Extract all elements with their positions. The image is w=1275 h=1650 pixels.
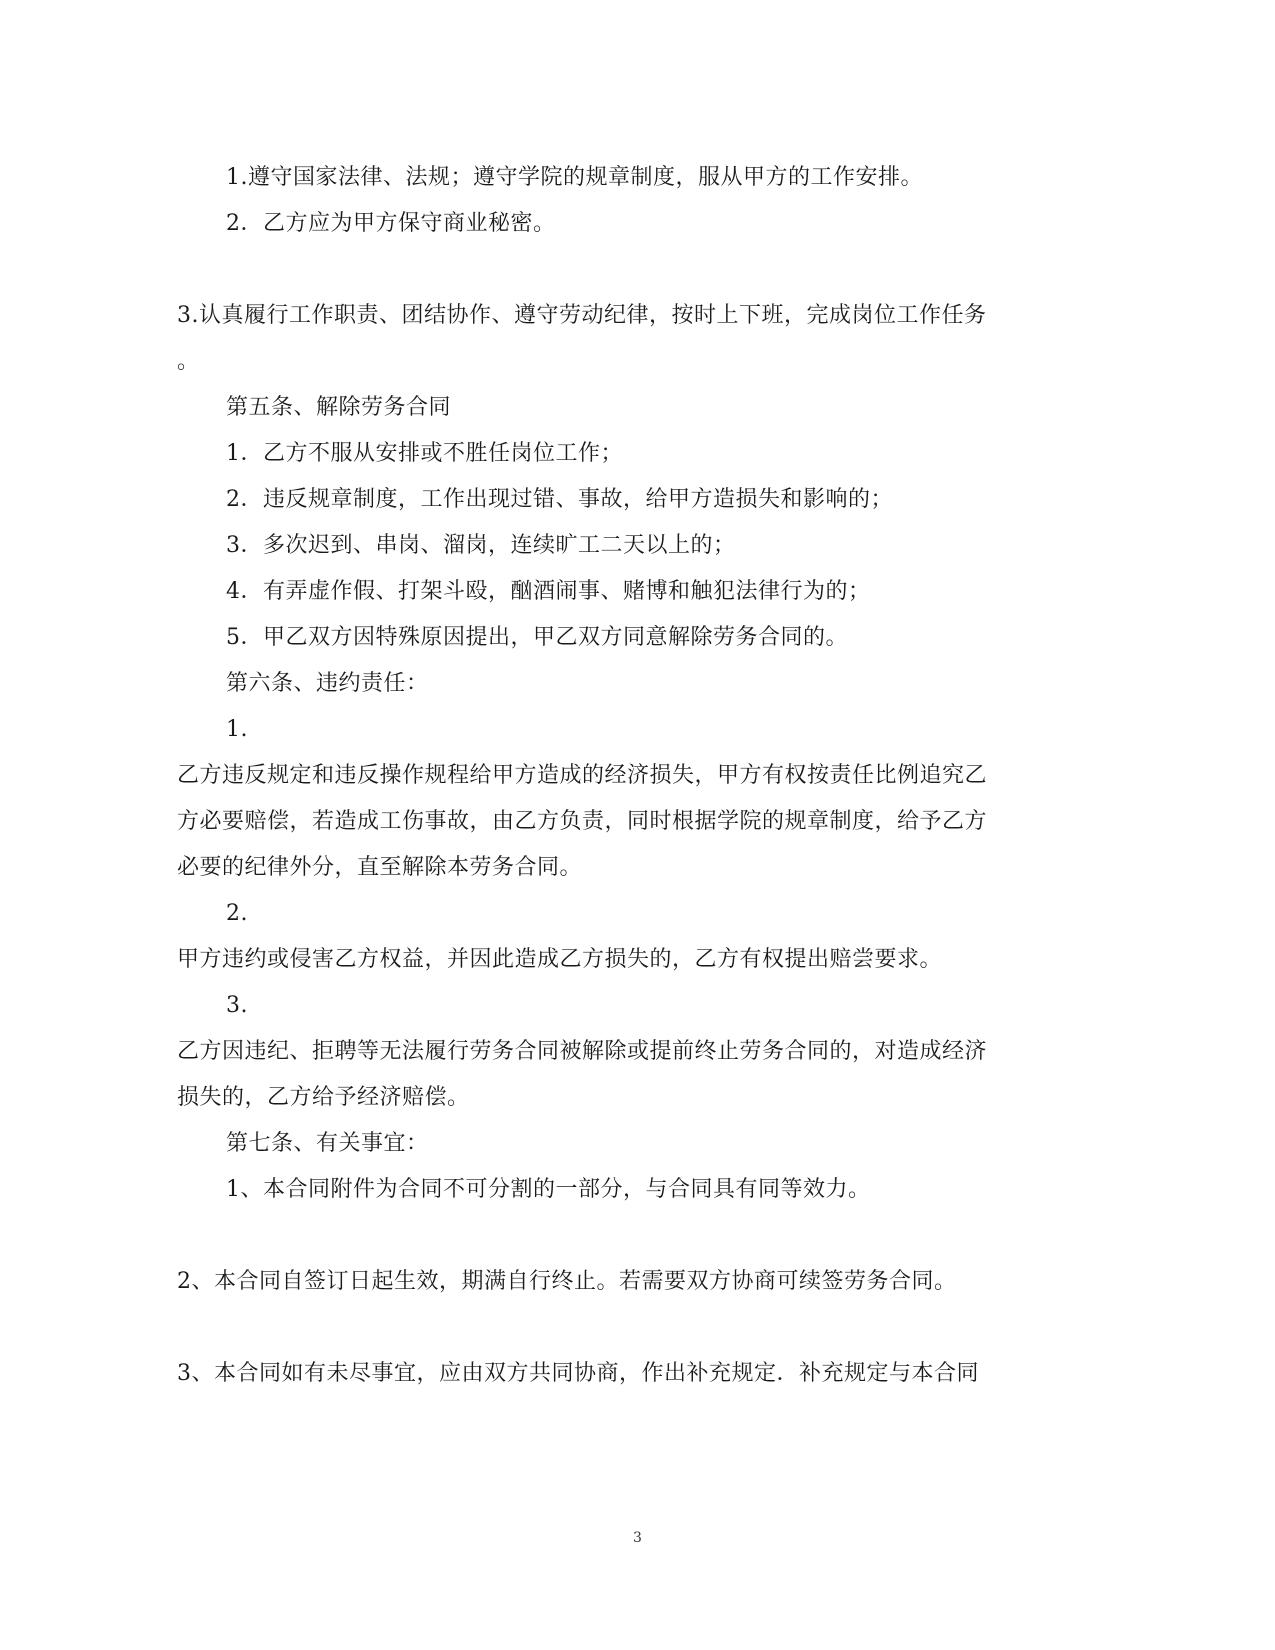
text-line: 甲方违约或侵害乙方权益，并因此造成乙方损失的，乙方有权提出赔尝要求。 xyxy=(177,947,943,972)
text-line: 5．甲乙双方因特殊原因提出，甲乙双方同意解除劳务合同的。 xyxy=(226,625,848,650)
section-heading: 第五条、解除劳务合同 xyxy=(226,395,452,420)
text-line: 必要的纪律外分，直至解除本劳务合同。 xyxy=(177,855,583,880)
text-line: 2．乙方应为甲方保守商业秘密。 xyxy=(226,211,556,236)
text-line: 1、本合同附件为合同不可分割的一部分，与合同具有同等效力。 xyxy=(226,1177,871,1202)
text-line: 2、本合同自签订日起生效，期满自行终止。若需要双方协商可续签劳务合同。 xyxy=(177,1269,957,1294)
page-number: 3 xyxy=(633,1530,642,1546)
text-line: 3、本合同如有未尽事宜，应由双方共同协商，作出补充规定．补充规定与本合同 xyxy=(177,1361,979,1386)
text-line: 乙方违反规定和违反操作规程给甲方造成的经济损失，甲方有权按责任比例追究乙 xyxy=(177,763,988,788)
text-line: 2. xyxy=(226,901,248,926)
text-line: 2．违反规章制度，工作出现过错、事故，给甲方造损失和影响的； xyxy=(226,487,893,512)
text-line: 4．有弄虚作假、打架斗殴，酗酒闹事、赌博和触犯法律行为的； xyxy=(226,579,871,604)
text-line: 方必要赔偿，若造成工伤事故，由乙方负责，同时根据学院的规章制度，给予乙方 xyxy=(177,809,988,834)
text-line: 1.遵守国家法律、法规；遵守学院的规章制度，服从甲方的工作安排。 xyxy=(226,165,923,190)
text-line: 3. xyxy=(226,993,248,1018)
section-heading: 第六条、违约责任： xyxy=(226,671,429,696)
text-line: 。 xyxy=(177,349,200,374)
text-line: 1. xyxy=(226,717,248,742)
text-line: 1．乙方不服从安排或不胜任岗位工作； xyxy=(226,441,623,466)
section-heading: 第七条、有关事宜： xyxy=(226,1131,429,1156)
text-line: 3．多次迟到、串岗、溜岗，连续旷工二天以上的； xyxy=(226,533,736,558)
text-line: 损失的，乙方给予经济赔偿。 xyxy=(177,1085,470,1110)
text-line: 3.认真履行工作职责、团结协作、遵守劳动纪律，按时上下班，完成岗位工作任务 xyxy=(177,303,987,328)
text-line: 乙方因违纪、拒聘等无法履行劳务合同被解除或提前终止劳务合同的，对造成经济 xyxy=(177,1039,988,1064)
